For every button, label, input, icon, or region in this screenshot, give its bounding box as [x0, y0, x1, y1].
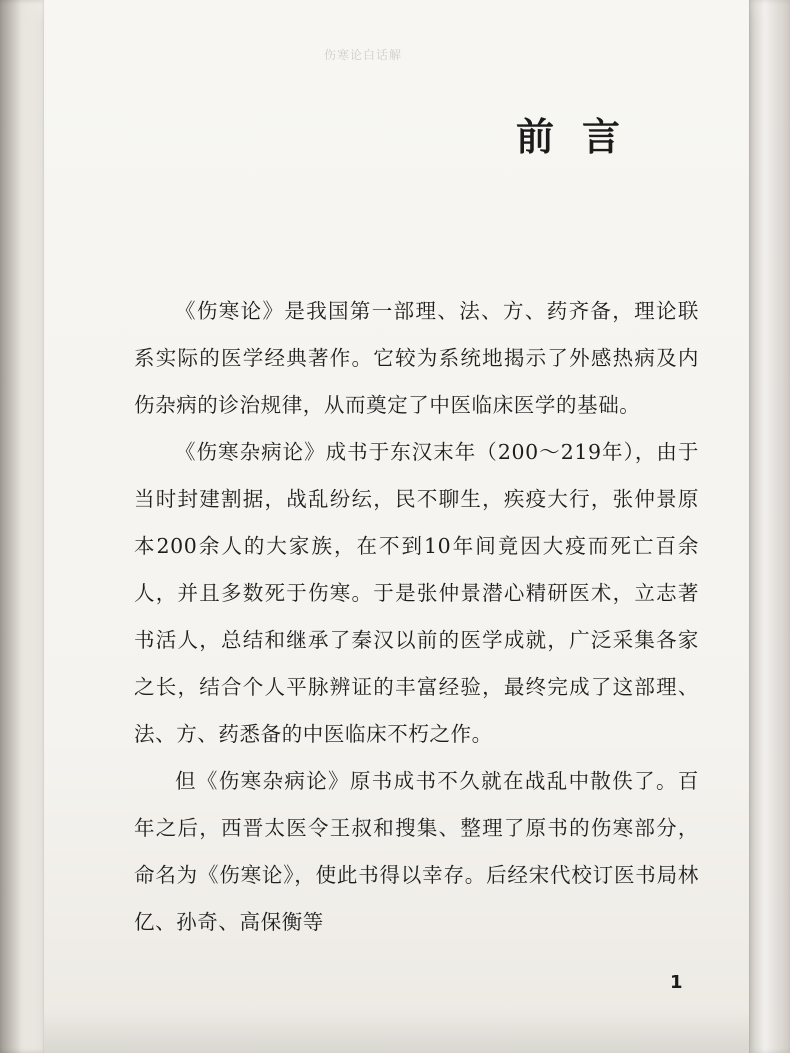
page-number: 1	[670, 972, 683, 993]
body-text	[134, 288, 699, 946]
paragraph-1: 《伤寒论》是我国第一部理、法、方、药齐备，理论联系实际的医学经典著作。它较为系统地揭示了外感热病及内伤杂病的诊治规律，从而奠定了中医临床医学的基础。	[134, 299, 699, 417]
page-bottom-shadow	[44, 1010, 749, 1053]
running-head: 伤寒论白话解	[324, 48, 403, 62]
paragraph-2: 《伤寒杂病论》成书于东汉末年（200～219年），由于当时封建割据，战乱纷纭，民不聊生，疾疫大行，张仲景原本200余人的大家族，在不到10年间竟因大疫而死亡百余人，并且多数死于伤寒。于是张仲景潜心精研医术，立志著书活人，总结和继承了秦汉以前的医学成就，广泛采集各家之长，结合个人平脉辨证的丰富经验，最终完成了这部理、法、方、药悉备的中医临床不朽之作。	[134, 440, 699, 746]
book-page	[44, 0, 749, 1053]
page-title: 前言	[516, 114, 649, 159]
book-spine-edge	[0, 0, 48, 1053]
page-stack-edge	[748, 0, 790, 1053]
paragraph-3: 但《伤寒杂病论》原书成书不久就在战乱中散佚了。百年之后，西晋太医令王叔和搜集、整理了原书的伤寒部分，命名为《伤寒论》，使此书得以幸存。后经宋代校订医书局林亿、孙奇、高保衡等	[134, 769, 699, 934]
